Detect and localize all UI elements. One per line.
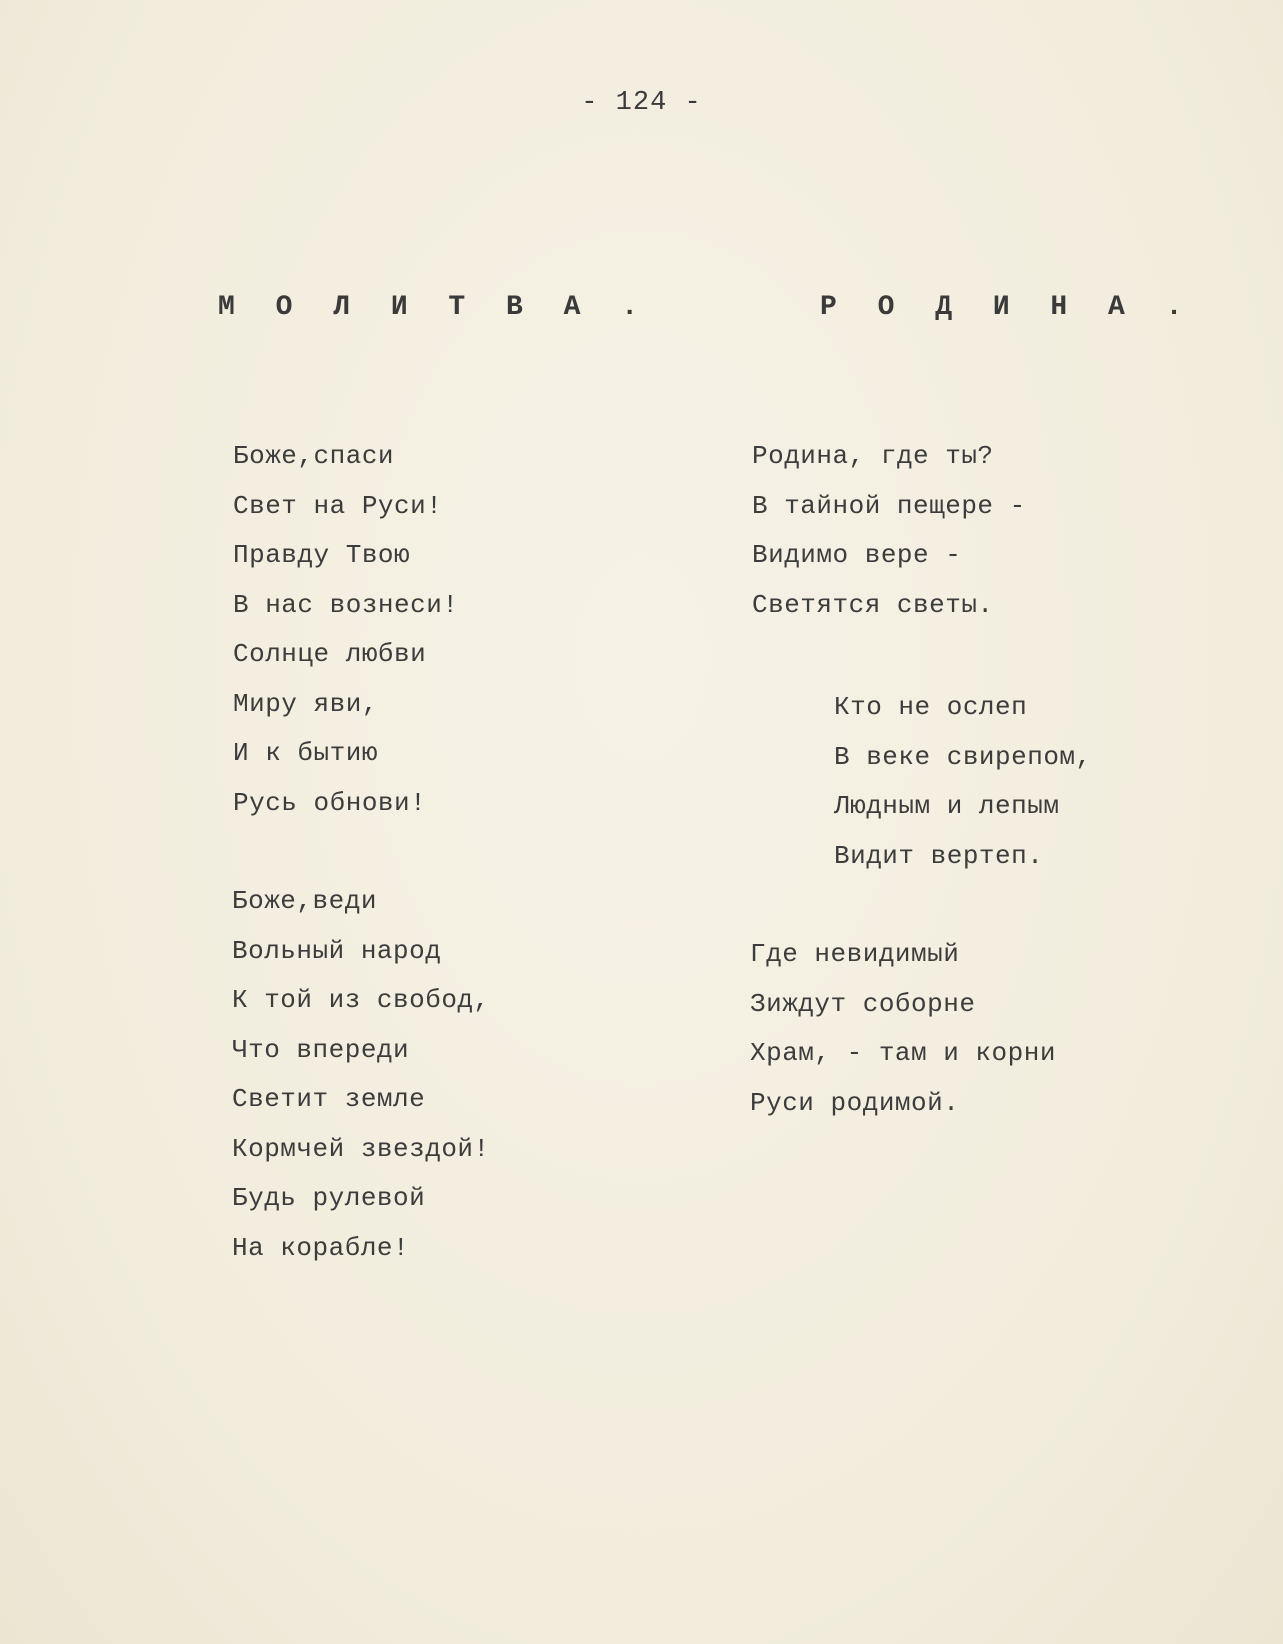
- verse-line: Боже,спаси: [233, 441, 395, 471]
- poem-title-molitva: М О Л И Т В А .: [218, 292, 651, 323]
- poem-title-rodina: Р О Д И Н А .: [820, 292, 1195, 323]
- verse-line: Кормчей звездой!: [232, 1133, 490, 1164]
- verse-line: Что впереди: [232, 1034, 410, 1065]
- verse-line: Правду Твою: [233, 540, 411, 570]
- verse-line: Руси родимой.: [750, 1087, 960, 1118]
- verse-line: На корабле!: [232, 1232, 410, 1263]
- verse-line: Светит земле: [232, 1084, 426, 1114]
- verse-line: Будь рулевой: [232, 1183, 426, 1213]
- rodina-stanza-3: [750, 930, 1056, 1128]
- rodina-stanza-2: [834, 683, 1092, 881]
- page-number: - 124 -: [581, 88, 702, 118]
- verse-line: Родина, где ты?: [752, 441, 994, 471]
- verse-line: Свет на Руси!: [233, 490, 443, 521]
- verse-line: Видимо вере -: [752, 540, 962, 570]
- verse-line: Видит вертеп.: [834, 840, 1044, 871]
- verse-line: Людным и лепым: [834, 791, 1060, 821]
- verse-line: Светятся светы.: [752, 589, 994, 620]
- verse-line: Зиждут соборне: [750, 988, 976, 1019]
- verse-line: Вольный народ: [232, 935, 442, 966]
- verse-line: Миру яви,: [233, 688, 378, 719]
- verse-line: Где невидимый: [750, 939, 960, 969]
- verse-line: В веке свирепом,: [834, 741, 1092, 772]
- verse-line: Русь обнови!: [233, 787, 427, 818]
- molitva-stanza-2: [232, 877, 490, 1273]
- molitva-stanza-1: [233, 432, 458, 828]
- verse-line: Солнце любви: [233, 639, 427, 669]
- verse-line: Храм, - там и корни: [750, 1038, 1056, 1068]
- verse-line: И к бытию: [233, 738, 378, 768]
- verse-line: Кто не ослеп: [834, 692, 1028, 722]
- verse-line: К той из свобод,: [232, 985, 490, 1015]
- rodina-stanza-1: [752, 432, 1026, 630]
- verse-line: В тайной пещере -: [752, 490, 1026, 521]
- verse-line: Боже,веди: [232, 886, 377, 916]
- verse-line: В нас вознеси!: [233, 589, 459, 620]
